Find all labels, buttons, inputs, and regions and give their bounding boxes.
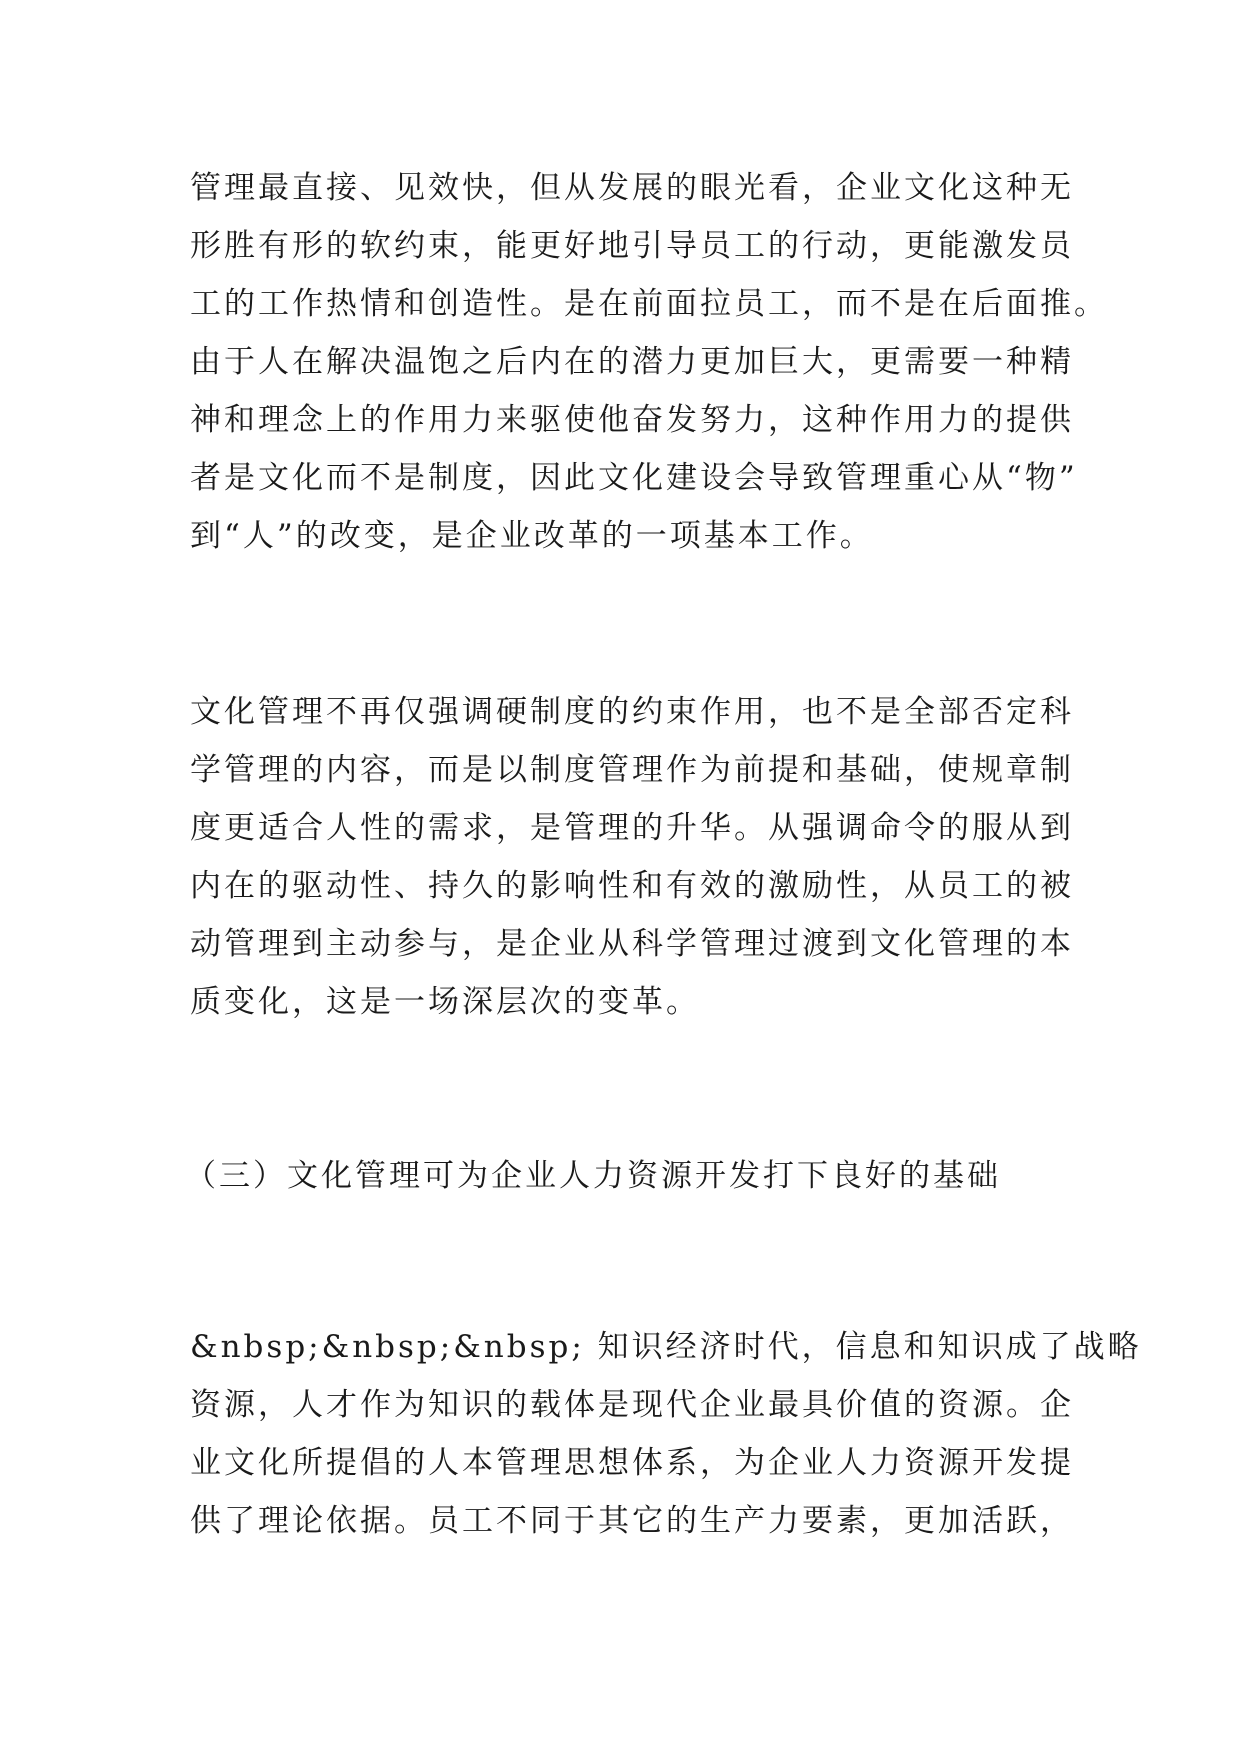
text-line: 学管理的内容，而是以制度管理作为前提和基础，使规章制 — [190, 752, 1074, 788]
text-line: 工的工作热情和创造性。是在前面拉员工，而不是在后面推。 — [190, 286, 1108, 322]
text-line: 动管理到主动参与，是企业从科学管理过渡到文化管理的本 — [190, 926, 1074, 962]
text-line: &nbsp;&nbsp;&nbsp; 知识经济时代，信息和知识成了战略 — [190, 1329, 1142, 1365]
paragraph-culture-management-sublimation — [190, 683, 1074, 1031]
text-line: 资源，人才作为知识的载体是现代企业最具价值的资源。企 — [190, 1387, 1074, 1423]
paragraph-knowledge-economy — [190, 1318, 1142, 1550]
text-line: 神和理念上的作用力来驱使他奋发努力，这种作用力的提供 — [190, 402, 1074, 438]
text-line: 者是文化而不是制度，因此文化建设会导致管理重心从“物” — [190, 460, 1078, 496]
section-heading-text: （三）文化管理可为企业人力资源开发打下良好的基础 — [185, 1158, 1001, 1194]
text-line: 内在的驱动性、持久的影响性和有效的激励性，从员工的被 — [190, 868, 1074, 904]
text-line: 管理最直接、见效快，但从发展的眼光看，企业文化这种无 — [190, 170, 1074, 206]
text-line: 到“人”的改变，是企业改革的一项基本工作。 — [190, 518, 874, 554]
text-line: 由于人在解决温饱之后内在的潜力更加巨大，更需要一种精 — [190, 344, 1074, 380]
paragraph-culture-soft-constraint — [190, 159, 1108, 565]
text-line: 文化管理不再仅强调硬制度的约束作用，也不是全部否定科 — [190, 694, 1074, 730]
text-line: 质变化，这是一场深层次的变革。 — [190, 984, 700, 1020]
text-line: 供了理论依据。员工不同于其它的生产力要素，更加活跃， — [190, 1503, 1074, 1539]
text-line: 度更适合人性的需求，是管理的升华。从强调命令的服从到 — [190, 810, 1074, 846]
text-line: 形胜有形的软约束，能更好地引导员工的行动，更能激发员 — [190, 228, 1074, 264]
section-heading — [185, 1147, 1065, 1205]
text-line: 业文化所提倡的人本管理思想体系，为企业人力资源开发提 — [190, 1445, 1074, 1481]
